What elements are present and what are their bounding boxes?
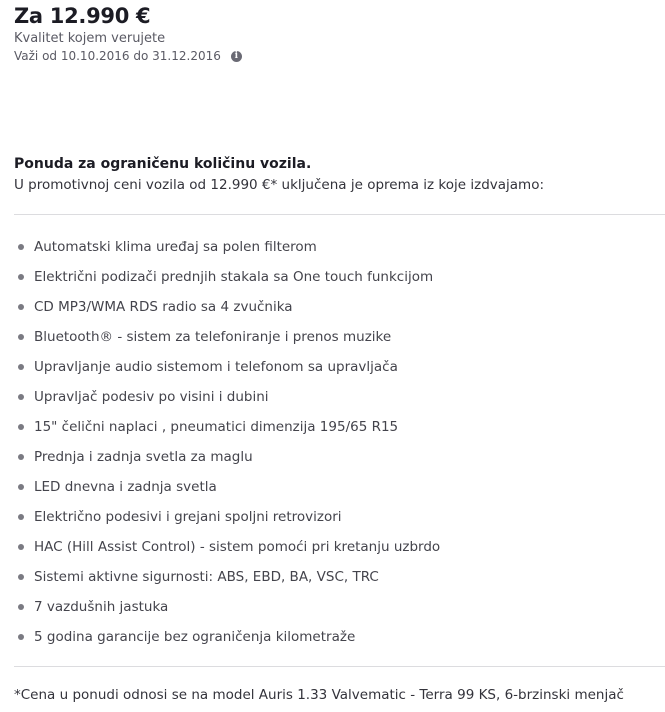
bullet-icon xyxy=(18,364,24,370)
feature-item xyxy=(14,562,440,592)
feature-item xyxy=(14,472,440,502)
bullet-icon xyxy=(18,454,24,460)
feature-text: 5 godina garancije bez ograničenja kilometraže xyxy=(34,629,356,645)
bullet-icon xyxy=(18,514,24,520)
feature-text: Upravljač podesiv po visini i dubini xyxy=(34,389,269,405)
feature-text: Električni podizači prednjih stakala sa One touch funkcijom xyxy=(34,269,434,285)
bullet-icon xyxy=(18,304,24,310)
feature-text: Automatski klima uređaj sa polen filterom xyxy=(34,239,317,255)
promo-intro: U promotivnoj ceni vozila od 12.990 €* uključena je oprema iz koje izdvajamo: xyxy=(14,177,545,193)
feature-text: 15" čelični naplaci , pneumatici dimenzija 195/65 R15 xyxy=(34,419,399,435)
bullet-icon xyxy=(18,574,24,580)
feature-item xyxy=(14,322,440,352)
bullet-icon xyxy=(18,334,24,340)
bullet-icon xyxy=(18,634,24,640)
offer-tagline: Kvalitet kojem verujete xyxy=(14,31,166,46)
divider xyxy=(14,214,665,215)
feature-text: 7 vazdušnih jastuka xyxy=(34,599,169,615)
bullet-icon xyxy=(18,424,24,430)
feature-item xyxy=(14,382,440,412)
feature-item xyxy=(14,592,440,622)
feature-text: Bluetooth® - sistem za telefoniranje i prenos muzike xyxy=(34,329,392,345)
offer-validity xyxy=(14,49,242,63)
bullet-icon xyxy=(18,274,24,280)
feature-text: CD MP3/WMA RDS radio sa 4 zvučnika xyxy=(34,299,293,315)
feature-item xyxy=(14,232,440,262)
promo-heading: Ponuda za ograničenu količinu vozila. xyxy=(14,156,312,172)
bullet-icon xyxy=(18,394,24,400)
price-footnote: *Cena u ponudi odnosi se na model Auris 1.33 Valvematic - Terra 99 KS, 6-brzinski menjač xyxy=(14,687,624,703)
feature-item xyxy=(14,532,440,562)
bullet-icon xyxy=(18,244,24,250)
offer-price: Za 12.990 € xyxy=(14,4,151,28)
feature-text: Električno podesivi i grejani spoljni retrovizori xyxy=(34,509,342,525)
feature-list xyxy=(14,232,440,652)
feature-item xyxy=(14,622,440,652)
feature-item xyxy=(14,412,440,442)
info-icon[interactable]: i xyxy=(231,51,242,62)
feature-text: Upravljanje audio sistemom i telefonom sa upravljača xyxy=(34,359,398,375)
feature-item xyxy=(14,502,440,532)
divider xyxy=(14,666,665,667)
feature-item xyxy=(14,262,440,292)
bullet-icon xyxy=(18,484,24,490)
bullet-icon xyxy=(18,544,24,550)
feature-item xyxy=(14,352,440,382)
bullet-icon xyxy=(18,604,24,610)
feature-item xyxy=(14,292,440,322)
feature-text: Prednja i zadnja svetla za maglu xyxy=(34,449,253,465)
validity-text: Važi od 10.10.2016 do 31.12.2016 xyxy=(14,49,221,63)
feature-item xyxy=(14,442,440,472)
feature-text: HAC (Hill Assist Control) - sistem pomoći pri kretanju uzbrdo xyxy=(34,539,441,555)
feature-text: LED dnevna i zadnja svetla xyxy=(34,479,217,495)
feature-text: Sistemi aktivne sigurnosti: ABS, EBD, BA, VSC, TRC xyxy=(34,569,379,585)
